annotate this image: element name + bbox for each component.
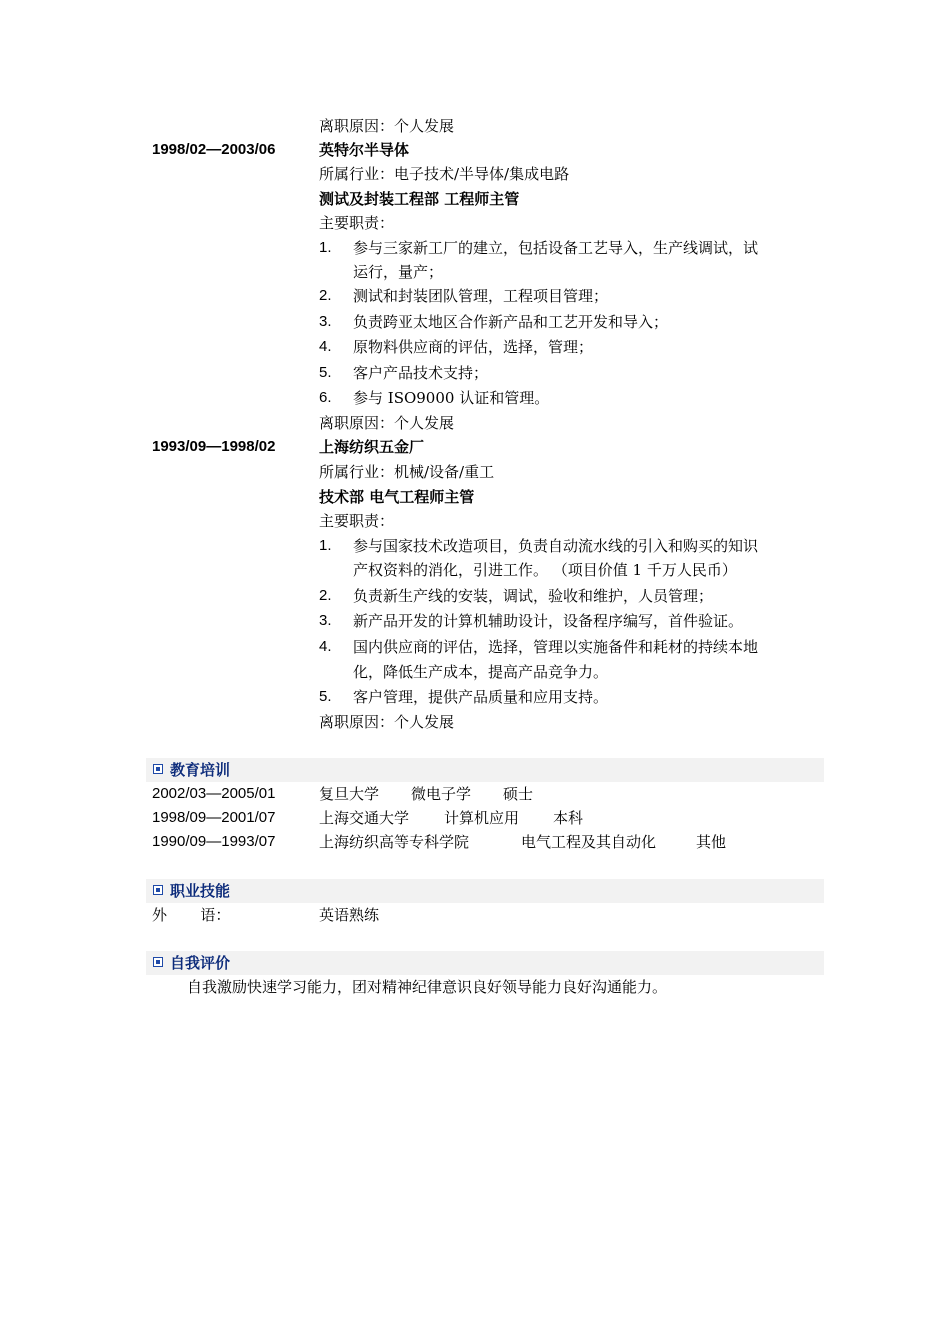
list-number: 6. — [319, 389, 332, 406]
position: 技术部 电气工程师主管 — [319, 488, 475, 506]
list-item — [152, 284, 824, 308]
position: 测试及封装工程部 工程师主管 — [319, 190, 520, 208]
leave-reason: 离职原因：个人发展 — [319, 117, 455, 135]
list-item — [152, 685, 824, 709]
major: 电气工程及其自动化 — [521, 833, 657, 851]
job-c-position-row — [152, 485, 824, 509]
self-evaluation-section-header — [146, 951, 824, 975]
job-a-leave-reason-row — [152, 114, 824, 138]
list-item — [152, 584, 824, 608]
section-title: 职业技能 — [170, 882, 231, 900]
list-number: 3. — [319, 612, 332, 629]
job-b-duties-label-row — [152, 211, 824, 235]
list-number: 5. — [319, 364, 332, 381]
list-number: 1. — [319, 537, 332, 554]
list-item — [152, 534, 824, 558]
list-text: 负责新生产线的安装，调试，验收和维护，人员管理； — [353, 587, 714, 605]
list-text-continued: 化，降低生产成本，提高产品竞争力。 — [353, 663, 609, 681]
list-text: 原物料供应商的评估，选择，管理； — [353, 338, 594, 356]
section-bullet-icon — [153, 957, 163, 967]
industry: 所属行业：机械/设备/重工 — [319, 463, 495, 481]
job-b-position-row — [152, 187, 824, 211]
list-number: 3. — [319, 313, 332, 330]
list-item — [152, 335, 824, 359]
industry: 所属行业：电子技术/半导体/集成电路 — [319, 165, 570, 183]
education-row — [152, 782, 824, 806]
list-number: 5. — [319, 688, 332, 705]
list-text: 国内供应商的评估，选择，管理以实施备件和耗材的持续本地 — [353, 638, 759, 656]
section-bullet-icon — [153, 885, 163, 895]
list-item — [152, 236, 824, 260]
leave-reason: 离职原因：个人发展 — [319, 414, 455, 432]
section-title: 自我评价 — [170, 954, 231, 972]
job-date: 1993/09—1998/02 — [152, 438, 276, 455]
list-text: 测试和封装团队管理，工程项目管理； — [353, 287, 609, 305]
self-evaluation-text: 自我激励快速学习能力，团对精神纪律意识良好领导能力良好沟通能力。 — [187, 978, 668, 996]
education-date: 1998/09—2001/07 — [152, 809, 276, 826]
list-item-continued — [152, 660, 824, 684]
education-row — [152, 806, 824, 830]
leave-reason: 离职原因：个人发展 — [319, 713, 455, 731]
job-c-industry-row — [152, 460, 824, 484]
education-date: 2002/03—2005/01 — [152, 785, 276, 802]
duties-label: 主要职责： — [319, 512, 395, 530]
list-item-continued — [152, 558, 824, 582]
list-text-continued: 产权资料的消化，引进工作。 （项目价值 1 千万人民币） — [353, 561, 737, 579]
degree: 本科 — [553, 809, 584, 827]
job-b-header — [152, 138, 824, 162]
list-text: 参与国家技术改造项目，负责自动流水线的引入和购买的知识 — [353, 537, 759, 555]
section-title: 教育培训 — [170, 761, 231, 779]
school: 上海纺织高等专科学院 — [319, 833, 470, 851]
job-c-header — [152, 435, 824, 459]
skill-value: 英语熟练 — [319, 906, 380, 924]
section-bullet-icon — [153, 764, 163, 774]
job-b-leave-reason-row — [152, 411, 824, 435]
education-row — [152, 830, 824, 854]
education-section-header — [146, 758, 824, 782]
list-item — [152, 310, 824, 334]
list-number: 1. — [319, 239, 332, 256]
job-c-leave-reason-row — [152, 710, 824, 734]
list-item — [152, 386, 824, 410]
list-number: 2. — [319, 287, 332, 304]
list-text: 客户产品技术支持； — [353, 364, 489, 382]
company-name: 英特尔半导体 — [319, 141, 410, 159]
major: 计算机应用 — [444, 809, 520, 827]
school: 上海交通大学 — [319, 809, 410, 827]
major: 微电子学 — [411, 785, 472, 803]
list-text: 参与 ISO9000 认证和管理。 — [353, 389, 550, 407]
degree: 其他 — [696, 833, 727, 851]
school: 复旦大学 — [319, 785, 380, 803]
list-text-continued: 运行，量产； — [353, 263, 444, 281]
list-text: 参与三家新工厂的建立，包括设备工艺导入，生产线调试，试 — [353, 239, 759, 257]
list-text: 新产品开发的计算机辅助设计，设备程序编写，首件验证。 — [353, 612, 744, 630]
degree: 硕士 — [503, 785, 534, 803]
list-text: 客户管理，提供产品质量和应用支持。 — [353, 688, 609, 706]
list-number: 4. — [319, 338, 332, 355]
self-evaluation-row — [152, 975, 824, 999]
job-c-duties-label-row — [152, 509, 824, 533]
list-text: 负责跨亚太地区合作新产品和工艺开发和导入； — [353, 313, 669, 331]
list-item-continued — [152, 260, 824, 284]
skill-row — [152, 903, 824, 927]
job-date: 1998/02—2003/06 — [152, 141, 276, 158]
duties-label: 主要职责： — [319, 214, 395, 232]
list-number: 2. — [319, 587, 332, 604]
list-item — [152, 361, 824, 385]
skills-section-header — [146, 879, 824, 903]
company-name: 上海纺织五金厂 — [319, 438, 425, 456]
skill-label: 外 语： — [152, 906, 231, 924]
job-b-industry-row — [152, 162, 824, 186]
list-item — [152, 635, 824, 659]
education-date: 1990/09—1993/07 — [152, 833, 276, 850]
list-item — [152, 609, 824, 633]
list-number: 4. — [319, 638, 332, 655]
